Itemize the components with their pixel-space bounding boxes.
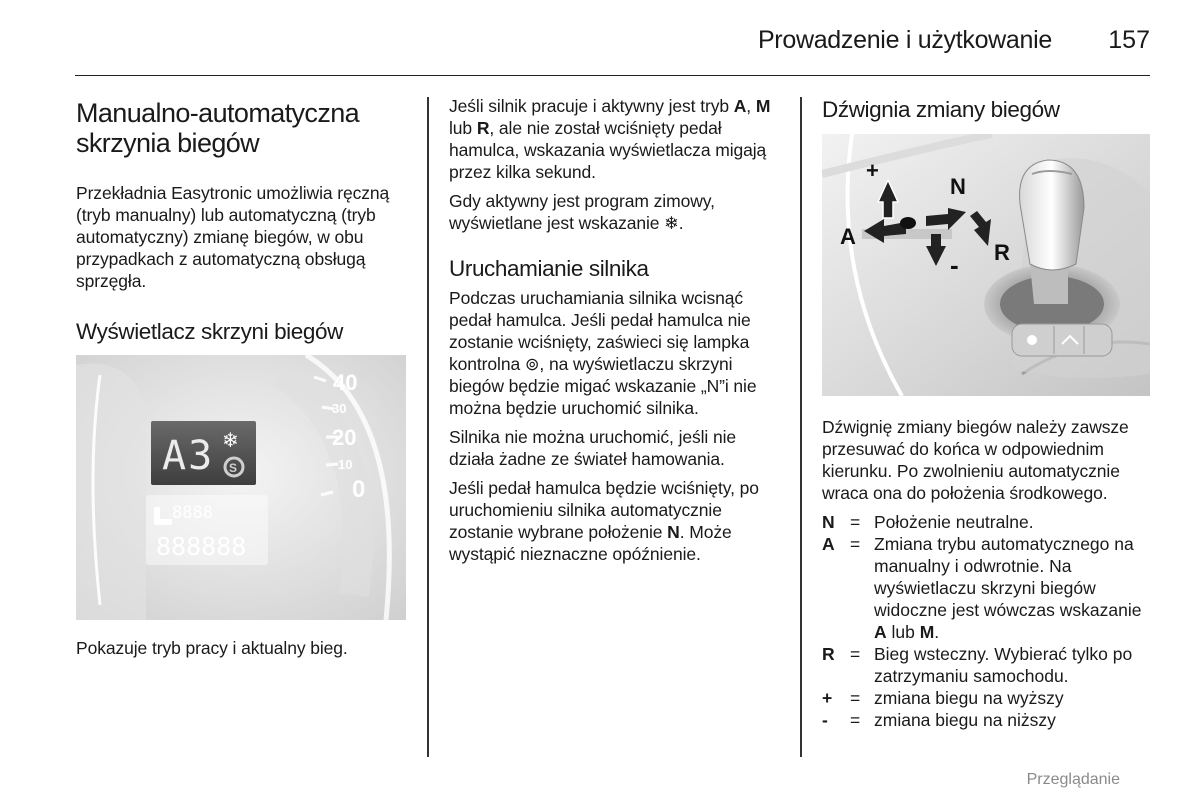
column-right: [822, 92, 1152, 123]
mode-letter: M: [755, 96, 771, 116]
speedo-tick-label: 20: [332, 425, 357, 450]
subheading-engine-start: Uruchamianie silnika: [449, 256, 649, 281]
definition-equals: =: [850, 688, 861, 708]
column-middle: [449, 95, 784, 565]
intro-paragraph: Przekładnia Easytronic umożliwia ręczną (tryb manualny) lub automatyczną (tryb automatyczny) zmianę biegów, w obu przypadkach z automatyczną obsługą sprzęgła.: [76, 183, 390, 291]
paragraph: Podczas uruchamiania silnika wcisnąć pedał hamulca. Jeśli pedał hamulca nie zostanie wciśnięty, zaświeci się lampka kontrolna ⊚, na wyświetlaczu skrzyni biegów będzie migać wskazanie „N”i nie można będzie uruchomić silnika.: [449, 288, 757, 418]
figure-caption: Pokazuje tryb pracy i aktualny bieg.: [76, 638, 348, 658]
speedo-tick-label: 30: [332, 401, 347, 416]
mode-letter: M: [919, 622, 935, 642]
paragraph: Gdy aktywny jest program zimowy, wyświetlane jest wskazanie ❄.: [449, 191, 715, 233]
page-number: 157: [1108, 26, 1150, 54]
definition-key: N: [822, 512, 835, 532]
label-neutral: N: [950, 174, 966, 199]
page-header: [75, 26, 1150, 76]
subheading-gear-lever: Dźwignia zmiany biegów: [822, 97, 1060, 122]
speedo-tick-label: 10: [338, 457, 353, 472]
section-heading: Manualno-automatyczna skrzynia biegów: [76, 98, 360, 158]
label-plus: +: [866, 158, 879, 183]
mode-letter: N: [667, 522, 680, 542]
paragraph: Silnika nie można uruchomić, jeśli nie działa żadne ze świateł hamowania.: [449, 427, 737, 469]
definition-row: [822, 511, 1152, 533]
definition-text: Położenie neutralne.: [874, 512, 1034, 532]
definition-key: +: [822, 688, 833, 708]
definition-equals: =: [850, 512, 861, 532]
gearbox-display-figure: [76, 355, 406, 620]
definition-row: [822, 643, 1152, 687]
text: lub: [449, 118, 477, 138]
label-reverse: R: [994, 240, 1010, 265]
definition-text: zmiana biegu na wyższy: [874, 688, 1064, 708]
column-right-body: [822, 416, 1152, 731]
definition-equals: =: [850, 710, 861, 730]
mode-letter: A: [733, 96, 747, 116]
column-divider: [427, 97, 429, 757]
text: . Może wystąpić nieznaczne opóźnienie.: [449, 522, 732, 564]
speedo-tick-label: 40: [333, 370, 358, 395]
text: Jeśli pedał hamulca będzie wciśnięty, po uruchomieniu silnika automatycznie zostanie wybrane położenie: [449, 478, 759, 542]
label-minus: -: [950, 250, 959, 280]
definition-list: [822, 511, 1152, 731]
definition-key: A: [822, 534, 835, 554]
column-divider: [800, 97, 802, 757]
paragraph: [449, 95, 784, 183]
paragraph: Dźwignię zmiany biegów należy zawsze przesuwać do końca w odpowiednim kierunku. Po zwolnieniu automatycznie wraca ona do położenia środkowego.: [822, 417, 1129, 503]
gear-lever-figure: [822, 134, 1150, 396]
label-automatic: A: [840, 224, 856, 249]
definition-key: -: [822, 710, 828, 730]
text: .: [934, 622, 940, 642]
svg-text:S: S: [229, 461, 238, 475]
speedo-tick-label: 0: [352, 476, 366, 503]
definition-text: zmiana biegu na niższy: [874, 710, 1056, 730]
definition-key: R: [822, 644, 835, 664]
definition-row: [822, 533, 1152, 643]
text: lub: [886, 622, 920, 642]
header-title: Prowadzenie i użytkowanie: [757, 26, 1052, 54]
definition-row: [822, 687, 1152, 709]
text: Jeśli silnik pracuje i aktywny jest tryb: [449, 96, 734, 116]
definition-equals: =: [850, 644, 861, 664]
gear-display-readout: A3: [162, 433, 215, 479]
text: , ale nie został wciśnięty pedał hamulca, wskazania wyświetlacza migają przez kilka sekund.: [449, 118, 767, 182]
trip-digits: 8888: [172, 503, 213, 523]
footer-label: Przeglądanie: [1026, 771, 1120, 788]
mode-letter: R: [476, 118, 490, 138]
column-left: [76, 92, 406, 345]
odometer-digits: 888888: [156, 532, 247, 561]
mode-letter: A: [874, 622, 887, 642]
text: ,: [746, 96, 756, 116]
snowflake-icon: ❄: [222, 428, 239, 452]
definition-text: [874, 533, 1152, 643]
paragraph: [449, 477, 784, 565]
text: Zmiana trybu automatycznego na manualny i odwrotnie. Na wyświetlaczu skrzyni biegów widoczne jest wówczas wskazanie: [874, 534, 1142, 620]
definition-text: Bieg wsteczny. Wybierać tylko po zatrzymaniu samochodu.: [874, 644, 1133, 686]
definition-row: [822, 709, 1152, 731]
subheading-display: Wyświetlacz skrzyni biegów: [76, 319, 343, 344]
definition-equals: =: [850, 534, 861, 554]
